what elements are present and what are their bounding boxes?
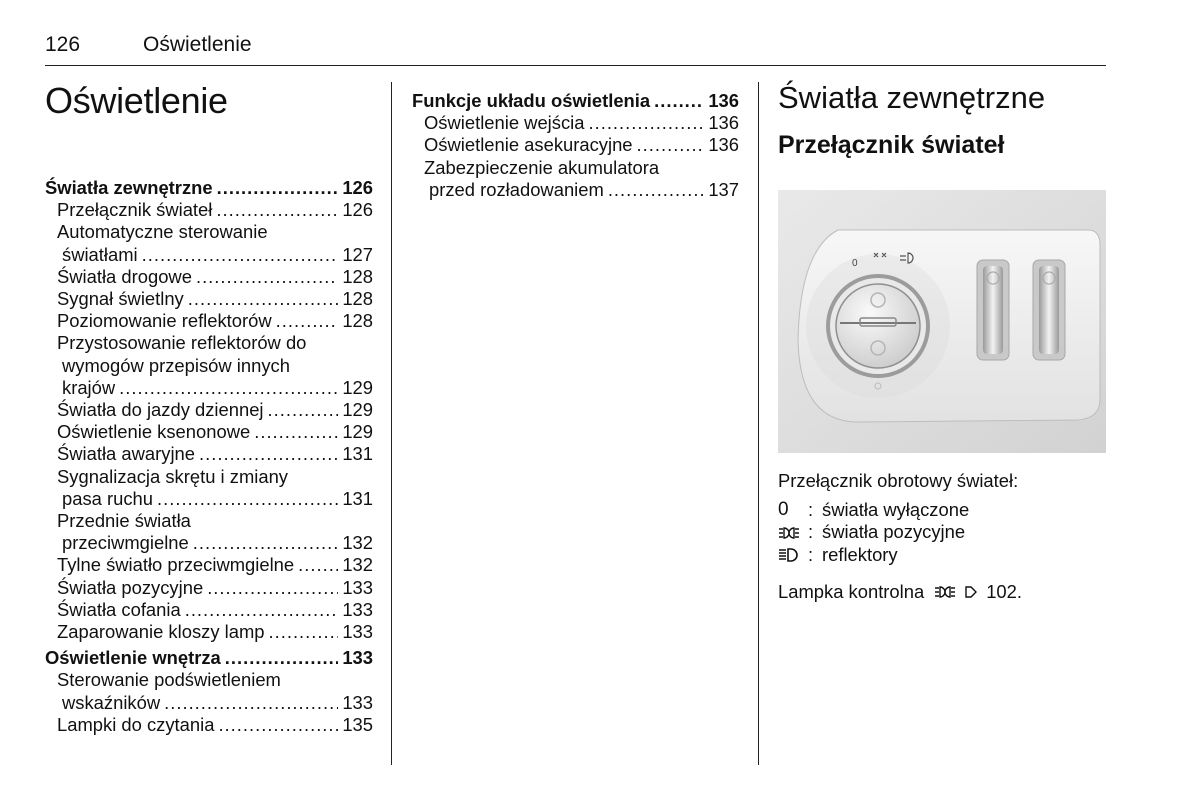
toc-entry-title: Zabezpieczenie akumulatora (424, 156, 660, 178)
toc-entry-title: Światła zewnętrzne (45, 177, 213, 198)
toc-entry (45, 421, 373, 443)
toc-entry (45, 532, 373, 554)
toc-leader-dots (254, 421, 338, 443)
toc-page-number: 126 (342, 177, 373, 198)
toc-section-entry (412, 90, 739, 112)
toc-page-number: 129 (342, 399, 373, 421)
column-divider-left (391, 82, 392, 765)
legend-separator: : (808, 499, 814, 520)
toc-entry-title: Lampki do czytania (57, 713, 215, 735)
toc-entry (45, 510, 373, 532)
toc-entry (412, 157, 739, 179)
parking-lights-icon (930, 585, 960, 599)
toc-entry-title: światłami (62, 243, 138, 265)
toc-entry (45, 443, 373, 465)
toc-entry-title: Oświetlenie asekuracyjne (424, 134, 633, 156)
toc-entry-title: Światła awaryjne (57, 443, 195, 465)
symbol-legend (778, 499, 969, 566)
toc-entry (45, 332, 373, 354)
toc-entry (45, 288, 373, 310)
toc-page-number: 131 (342, 487, 373, 509)
toc-page-number: 133 (342, 598, 373, 620)
toc-entry (45, 399, 373, 421)
toc-page-number: 128 (342, 310, 373, 332)
toc-leader-dots (185, 599, 339, 621)
header-title: Oświetlenie (143, 33, 252, 56)
toc-entry (45, 221, 373, 243)
toc-entry (45, 466, 373, 488)
toc-page-number: 133 (342, 576, 373, 598)
toc-entry (412, 134, 739, 156)
toc-entry-title: Oświetlenie ksenonowe (57, 421, 251, 443)
toc-entry-title: Oświetlenie wnętrza (45, 647, 221, 669)
toc-entry (45, 621, 373, 643)
toc-leader-dots (608, 179, 705, 201)
toc-leader-dots (196, 266, 338, 288)
toc-leader-dots (225, 647, 339, 669)
page-number: 126 (45, 33, 81, 56)
legend-separator: : (808, 521, 814, 543)
light-switch-photo (778, 190, 1106, 453)
toc-leader-dots (193, 532, 339, 554)
toc-leader-dots (188, 288, 339, 310)
toc-page-number: 131 (342, 443, 373, 465)
column-divider-right (758, 82, 759, 765)
toc-entry-title: Tylne światło przeciwmgielne (57, 554, 295, 576)
toc-entry-title: Funkcje układu oświetlenia (412, 90, 651, 111)
toc-page-number: 127 (342, 243, 373, 265)
toc-page-number: 137 (708, 178, 739, 200)
toc-entry-title: Automatyczne sterowanie (57, 221, 268, 243)
toc-page-number: 128 (342, 265, 373, 287)
toc-entry (45, 310, 373, 332)
section-title: Światła zewnętrzne (778, 80, 1046, 115)
toc-leader-dots (216, 199, 338, 221)
toc-page-number: 126 (342, 199, 373, 221)
dial-label-off: 0 (852, 258, 858, 269)
toc-entry-title: Oświetlenie wejścia (424, 112, 585, 134)
toc-entry-title: Sygnał świetlny (57, 288, 184, 310)
toc-entry-title: przeciwmgielne (62, 532, 189, 554)
toc-leader-dots (268, 399, 339, 421)
toc-entry (45, 377, 373, 399)
toc-leader-dots (588, 112, 704, 134)
toc-page-number: 136 (708, 134, 739, 156)
toc-page-number: 136 (708, 112, 739, 134)
page-reference-arrow-icon (960, 585, 982, 599)
toc-entry-title: Poziomowanie reflektorów (57, 310, 272, 332)
reference-text: Lampka kontrolna (778, 581, 925, 602)
toc-leader-dots (218, 714, 338, 736)
toc-page-number: 133 (342, 621, 373, 643)
toc-entry (45, 199, 373, 221)
toc-entry-title: wymogów przepisów innych (62, 354, 290, 376)
toc-page-number: 128 (342, 288, 373, 310)
toc-page-number: 129 (342, 376, 373, 398)
legend-row-parking (778, 521, 969, 543)
toc-entry-title: Przednie światła (57, 510, 191, 532)
headlights-icon (778, 547, 808, 563)
page-header (45, 33, 252, 57)
cross-reference (778, 581, 1022, 603)
toc-entry-title: wskaźników (62, 691, 161, 713)
toc-page-number: 132 (342, 554, 373, 576)
toc-leader-dots (637, 134, 705, 156)
toc-leader-dots (654, 90, 704, 112)
toc-entry-title: krajów (62, 376, 116, 398)
toc-leader-dots (217, 177, 339, 199)
chapter-title: Oświetlenie (45, 80, 228, 121)
toc-entry-title: Światła do jazdy dziennej (57, 399, 264, 421)
toc-entry (45, 554, 373, 576)
toc-entry (45, 669, 373, 691)
toc-leader-dots (276, 310, 339, 332)
toc-page-number: 133 (342, 691, 373, 713)
toc-entry (45, 599, 373, 621)
toc-page-number: 135 (342, 713, 373, 735)
toc-left-column (45, 177, 373, 736)
toc-entry (45, 577, 373, 599)
header-rule (45, 65, 1106, 66)
toc-leader-dots (157, 488, 338, 510)
subsection-title: Przełącznik świateł (778, 131, 1005, 159)
toc-entry-title: Zaparowanie kloszy lamp (57, 621, 265, 643)
toc-entry-title: Światła drogowe (57, 265, 192, 287)
toc-entry (45, 714, 373, 736)
toc-entry-title: Sterowanie podświetleniem (57, 669, 281, 691)
toc-leader-dots (269, 621, 339, 643)
toc-entry (412, 112, 739, 134)
parking-lights-icon (778, 526, 808, 540)
toc-leader-dots (298, 554, 338, 576)
toc-entry-title: Sygnalizacja skrętu i zmiany (57, 465, 288, 487)
toc-entry (45, 244, 373, 266)
toc-leader-dots (207, 577, 338, 599)
photo-caption: Przełącznik obrotowy świateł: (778, 470, 1019, 491)
toc-entry (45, 488, 373, 510)
legend-row-off (778, 499, 969, 521)
toc-entry (45, 266, 373, 288)
toc-entry-title: przed rozładowaniem (429, 178, 604, 200)
toc-entry-title: Przystosowanie reflektorów do (57, 332, 307, 354)
toc-entry-title: pasa ruchu (62, 487, 153, 509)
legend-text-off: światła wyłączone (822, 499, 970, 520)
toc-entry-title: Światła pozycyjne (57, 576, 204, 598)
toc-entry-title: Przełącznik świateł (57, 199, 213, 221)
toc-page-number: 129 (342, 421, 373, 443)
toc-page-number: 133 (342, 647, 373, 669)
toc-leader-dots (119, 377, 338, 399)
toc-leader-dots (199, 443, 338, 465)
off-symbol-icon: 0 (778, 499, 789, 520)
legend-row-headlights (778, 544, 969, 566)
toc-entry (412, 179, 739, 201)
toc-section-entry (45, 177, 373, 199)
reference-page: 102. (986, 581, 1022, 602)
legend-text-parking: światła pozycyjne (822, 521, 966, 543)
toc-entry (45, 355, 373, 377)
toc-leader-dots (142, 244, 339, 266)
toc-page-number: 132 (342, 532, 373, 554)
legend-text-headlights: reflektory (822, 543, 898, 565)
toc-entry (45, 692, 373, 714)
toc-leader-dots (164, 692, 338, 714)
toc-middle-column (412, 90, 739, 201)
legend-separator: : (808, 543, 814, 565)
toc-page-number: 136 (708, 90, 739, 111)
toc-entry-title: Światła cofania (57, 598, 181, 620)
toc-section-entry (45, 647, 373, 669)
